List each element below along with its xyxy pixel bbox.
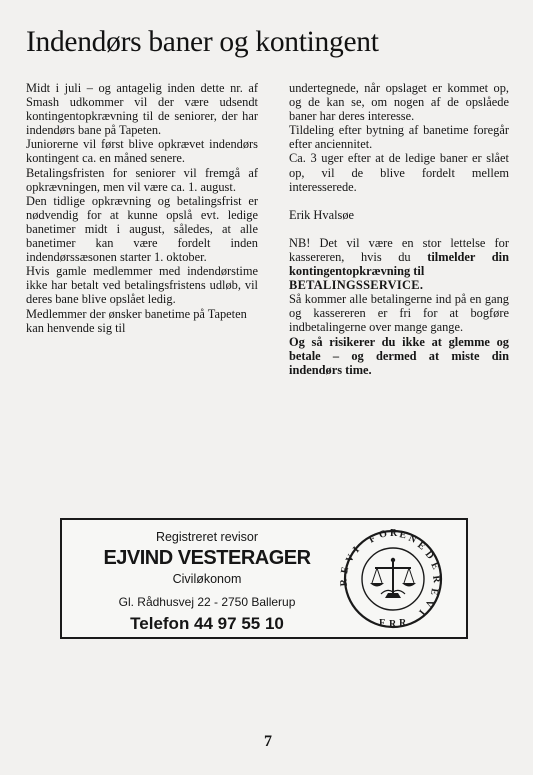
advertisement-box	[60, 518, 468, 639]
svg-text:V: V	[343, 552, 358, 565]
svg-text:R: R	[430, 574, 442, 584]
article-title: Indendørs baner og kontingent	[26, 26, 379, 58]
author-signature: Erik Hvalsøe	[289, 207, 355, 222]
svg-text:R: R	[399, 618, 407, 629]
betalingsservice-text: BETALINGSSERVICE.	[289, 278, 424, 293]
paragraph: Betalingsfristen for seniorer vil fremgå af opkrævningen, men vil være ca. 1. august.	[26, 165, 258, 194]
ad-phone: Telefon 44 97 55 10	[130, 614, 284, 633]
advertisement-text	[72, 530, 342, 634]
svg-text:D: D	[422, 549, 436, 562]
nb-note	[289, 236, 509, 292]
right-column	[289, 81, 509, 377]
revisor-seal-icon	[338, 526, 445, 632]
paragraph: Ca. 3 uger efter at de ledige baner er slået op, vil de blive fordelt mellem interesserede.	[289, 151, 509, 194]
svg-text:E: E	[339, 565, 352, 575]
ad-name: EJVIND VESTERAGER	[103, 547, 311, 569]
nb-emphasis: tilmelder din kontingentopkrævning til	[289, 249, 509, 279]
nb-text: NB! Det vil være en stor lettelse for kassereren, hvis du	[289, 235, 509, 264]
svg-text:E: E	[398, 529, 408, 542]
svg-text:R: R	[389, 619, 397, 630]
left-column	[26, 81, 258, 335]
svg-text:F: F	[367, 533, 378, 546]
svg-text:R: R	[338, 578, 350, 587]
paragraph: Hvis gamle medlemmer med indendørstime ikke har betalt ved betalingsfristens udløb, vil deres bane blive opslået ledig.	[26, 264, 258, 307]
svg-text:E: E	[428, 587, 440, 596]
paragraph: Midt i juli – og antagelig inden dette nr. af Smash udkommer vil der være udsendt kontingentopkrævning til de seniorer, der har indendørs bane på Tapeten.	[26, 81, 258, 138]
paragraph: Tildeling efter bytning af banetime foregår efter anciennitet.	[289, 123, 509, 152]
closing-emphasis: Og så risikerer du ikke at glemme og betale – og dermed at miste din indendørs time.	[289, 334, 509, 377]
svg-text:O: O	[377, 528, 389, 541]
paragraph: undertegnede, når opslaget er kommet op, og de kan se, om nogen af de opslåede baner har deres interesse.	[289, 81, 509, 124]
svg-text:E: E	[415, 539, 428, 553]
paragraph: Den tidlige opkrævning og betalingsfrist er nødvendig for at kunne opslå evt. ledige banetimer midt i august, således, at alle banetimer kan være fordelt inden indendørssæsonen starter 1. oktober.	[26, 193, 258, 265]
paragraph: Medlemmer der ønsker banetime på Tapeten kan henvende sig til	[26, 306, 247, 335]
svg-text:E: E	[428, 560, 442, 572]
ad-profession: Registreret revisor	[155, 530, 259, 544]
paragraph: Så kommer alle betalingerne ind på en gang og kassereren er fri for at bogføre indbetalingerne over mange gange.	[289, 292, 509, 335]
ad-address: Gl. Rådhusvej 22 - 2750 Ballerup	[118, 595, 296, 609]
svg-text:V: V	[422, 597, 436, 609]
svg-text:I: I	[351, 544, 362, 556]
svg-text:N: N	[406, 532, 418, 546]
svg-text:R: R	[390, 528, 398, 539]
page-number: 7	[264, 733, 272, 750]
svg-text:F: F	[379, 618, 386, 629]
ad-title: Civiløkonom	[172, 572, 242, 586]
svg-text:I: I	[416, 607, 428, 618]
paragraph: Juniorerne vil først blive opkrævet indendørs kontingent ca. en måned senere.	[26, 137, 258, 166]
